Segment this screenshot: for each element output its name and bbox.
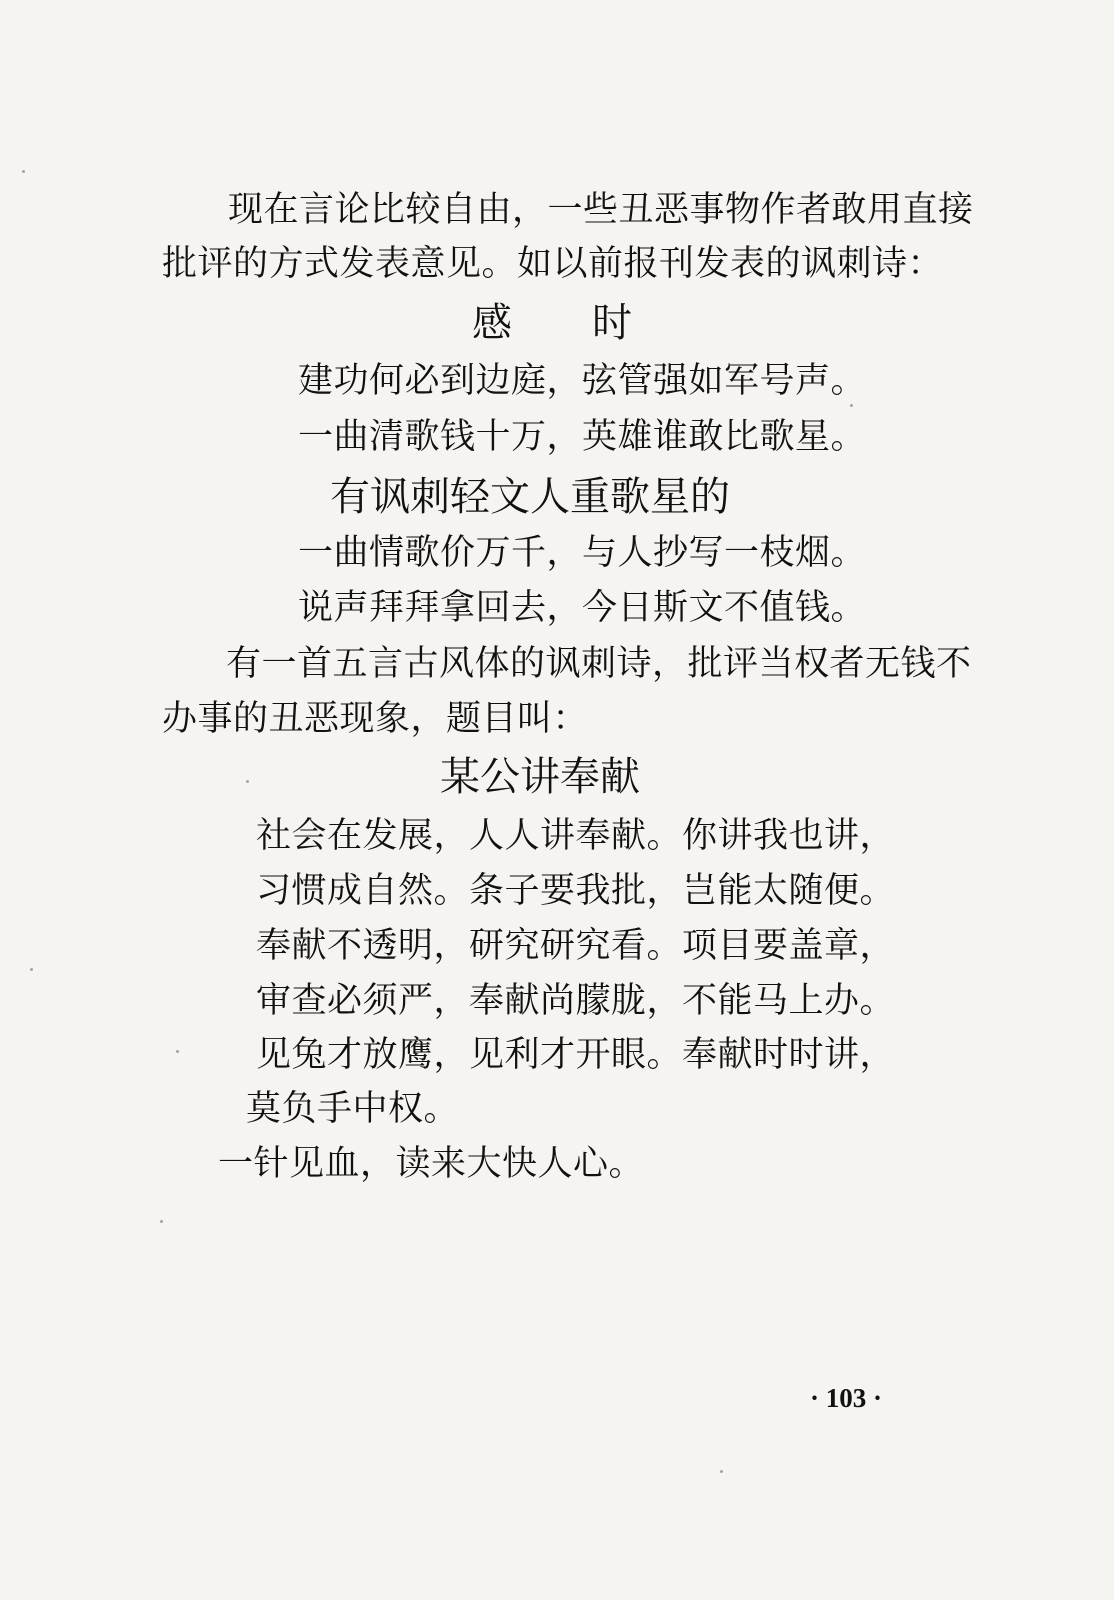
scan-speck xyxy=(30,968,33,971)
scan-speck xyxy=(160,1220,163,1223)
intro-line-1: 现在言论比较自由，一些丑恶事物作者敢用直接 xyxy=(228,190,974,230)
poem1-line-1: 建功何必到边庭，弦管强如军号声。 xyxy=(298,361,867,401)
scan-speck xyxy=(22,170,25,173)
poem2-line-2: 说声拜拜拿回去，今日斯文不值钱。 xyxy=(298,588,867,628)
scan-speck xyxy=(850,404,853,407)
middle-line-2: 办事的丑恶现象，题目叫： xyxy=(162,699,589,739)
middle-line-1: 有一首五言古风体的讽刺诗，批评当权者无钱不 xyxy=(226,644,972,684)
intro-line-2: 批评的方式发表意见。如以前报刊发表的讽刺诗： xyxy=(162,244,944,284)
closing-line: 一针见血，读来大快人心。 xyxy=(218,1144,645,1184)
scan-speck xyxy=(720,1470,723,1473)
poem1-line-2: 一曲清歌钱十万，英雄谁敢比歌星。 xyxy=(298,417,867,457)
scan-speck xyxy=(246,780,249,783)
scan-speck xyxy=(176,1050,179,1053)
poem3-line-6: 莫负手中权。 xyxy=(246,1089,460,1129)
poem2-line-1: 一曲情歌价万千，与人抄写一枝烟。 xyxy=(298,533,867,573)
poem3-line-2: 习惯成自然。条子要我批，岂能太随便。 xyxy=(256,871,896,911)
poem-title-ganshi: 感 时 xyxy=(472,300,632,346)
poem3-line-5: 见兔才放鹰，见利才开眼。奉献时时讲， xyxy=(256,1035,896,1075)
poem3-line-4: 审查必须严，奉献尚朦胧，不能马上办。 xyxy=(256,981,896,1021)
poem3-line-1: 社会在发展，人人讲奉献。你讲我也讲， xyxy=(256,816,896,856)
poem-title-mougong: 某公讲奉献 xyxy=(440,754,640,800)
page-number: · 103 · xyxy=(810,1383,883,1413)
poem3-line-3: 奉献不透明，研究研究看。项目要盖章， xyxy=(256,926,896,966)
poem-title-geshing: 有讽刺轻文人重歌星的 xyxy=(330,474,730,520)
